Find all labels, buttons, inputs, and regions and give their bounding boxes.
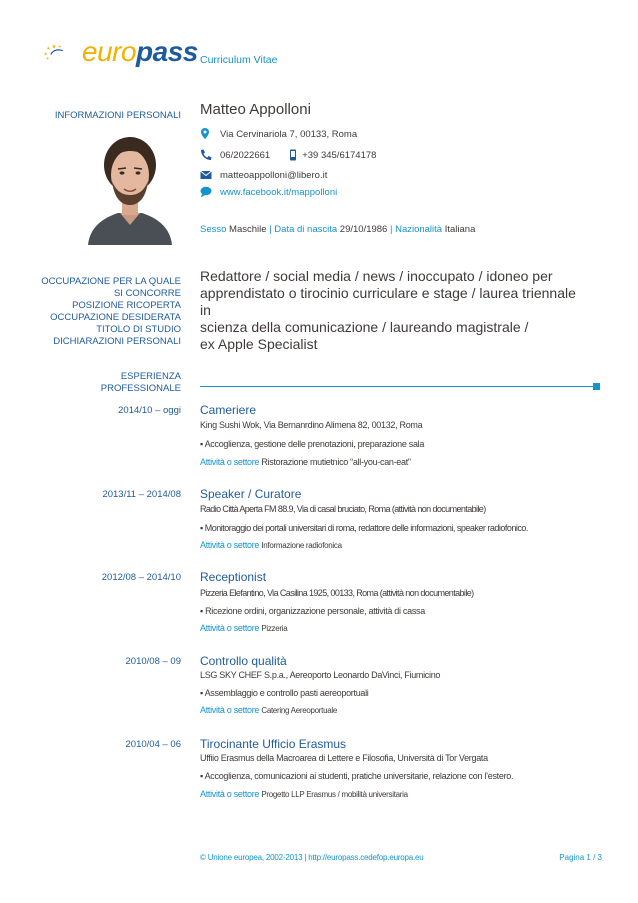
birth-label: Data di nascita <box>274 224 338 235</box>
sector-value: Informazione radiofonica <box>261 541 342 550</box>
job-sector <box>200 705 337 715</box>
objective-label-line: OCCUPAZIONE DESIDERATA <box>50 312 181 323</box>
job-date: 2010/08 – 09 <box>125 656 181 667</box>
sector-label: Attività o settore <box>200 623 260 633</box>
job-employer: Pizzeria Elefantino, Via Casilina 1925, 00133, Roma (attività non documentabile) <box>200 588 474 598</box>
objective-label <box>41 276 181 348</box>
address-text: Via Cervinariola 7, 00133, Roma <box>220 128 358 140</box>
experience-label <box>101 371 181 395</box>
profile-photo <box>84 133 176 245</box>
job-title: Cameriere <box>200 403 257 417</box>
section-marker <box>593 383 600 390</box>
personal-details <box>200 224 475 235</box>
sector-label: Attività o settore <box>200 789 260 799</box>
objective-headline <box>200 268 580 353</box>
birth-value: 29/10/1986 <box>339 224 388 235</box>
separator: | <box>389 224 393 235</box>
address-row <box>200 128 357 140</box>
sector-label: Attività o settore <box>200 457 260 467</box>
phone-icon <box>200 149 214 161</box>
job-employer: Uffiio Erasmus della Macroarea di Lettere e Filosofia, Università di Tor Vergata <box>200 753 488 763</box>
job-task: ▪ Monitoraggio dei portali universitari di roma, redattore delle informazioni, speaker radiofonico. <box>200 523 528 533</box>
section-divider <box>200 386 594 387</box>
headline-line: scienza della comunicazione / laureando magistrale / <box>200 319 529 335</box>
facebook-row <box>200 186 337 198</box>
job-date: 2010/04 – 06 <box>125 739 181 750</box>
location-icon <box>200 128 214 140</box>
email-text[interactable]: matteoappolloni@libero.it <box>220 169 328 181</box>
job-employer: King Sushi Wok, Via Bernanrdino Alimena 82, 00132, Roma <box>200 420 423 430</box>
headline-line: ex Apple Specialist <box>200 336 318 352</box>
mobile-text[interactable]: +39 345/6174178 <box>302 149 377 161</box>
sector-value: Ristorazione mutietnico “all-you-can-eat” <box>261 457 411 467</box>
headline-line: apprendistato o tirocinio curriculare e stage / laurea triennale in <box>200 285 576 318</box>
logo-euro: euro <box>82 36 137 67</box>
job-sector <box>200 623 287 633</box>
headline-line: Redattore / social media / news / inoccupato / idoneo per <box>200 268 553 284</box>
job-sector <box>200 789 408 799</box>
job-employer: Radio Città Aperta FM 88.9, Via di casal bruciato, Roma (attività non documentabile) <box>200 504 486 514</box>
facebook-link[interactable]: www.facebook.it/mappolloni <box>220 186 338 198</box>
job-sector <box>200 540 342 550</box>
job-title: Controllo qualità <box>200 654 287 668</box>
experience-label-line: PROFESSIONALE <box>100 383 181 394</box>
job-title: Tirocinante Ufficio Erasmus <box>200 737 347 751</box>
experience-label-line: ESPERIENZA <box>120 371 181 382</box>
sex-value: Maschile <box>229 224 267 235</box>
phone-text[interactable]: 06/2022661 <box>220 149 271 161</box>
phone-row <box>200 149 376 161</box>
nationality-label: Nazionalità <box>395 224 443 235</box>
objective-label-line: OCCUPAZIONE PER LA QUALE <box>41 276 181 287</box>
sector-value: Pizzeria <box>261 624 288 633</box>
mobile-icon <box>288 149 298 161</box>
job-date: 2012/08 – 2014/10 <box>101 572 181 583</box>
chat-icon <box>200 186 214 198</box>
job-date: 2014/10 – oggi <box>118 405 181 416</box>
objective-label-line: TITOLO DI STUDIO <box>96 324 181 335</box>
sector-label: Attività o settore <box>200 540 260 550</box>
email-row <box>200 169 327 181</box>
separator: | <box>269 224 272 235</box>
footer-copyright[interactable]: © Unione europea, 2002-2013 | http://europass.cedefop.europa.eu <box>200 853 424 862</box>
job-task: ▪ Accoglienza, comunicazioni ai studenti, pratiche universitarie, relazione con l’estero. <box>200 771 514 781</box>
page-number: Pagina 1 / 3 <box>559 853 602 862</box>
job-task: ▪ Assemblaggio e controllo pasti aereoportuali <box>200 688 369 698</box>
sector-label: Attività o settore <box>200 705 260 715</box>
cv-title: Curriculum Vitae <box>200 54 278 66</box>
nationality-value: Italiana <box>444 224 476 235</box>
logo-pass: pass <box>136 36 198 67</box>
job-date: 2013/11 – 2014/08 <box>102 489 181 500</box>
job-task: ▪ Accoglienza, gestione delle prenotazioni, preparazione sala <box>200 439 425 449</box>
job-sector <box>200 457 411 467</box>
objective-label-line: POSIZIONE RICOPERTA <box>72 300 181 311</box>
email-icon <box>200 169 214 181</box>
objective-label-line: DICHIARAZIONI PERSONALI <box>53 336 181 347</box>
sex-label: Sesso <box>200 224 227 235</box>
job-title: Speaker / Curatore <box>200 487 302 501</box>
person-name: Matteo Appolloni <box>200 101 311 118</box>
job-employer: LSG SKY CHEF S.p.a., Aereoporto Leonardo DaVinci, Fiumicino <box>200 670 441 680</box>
job-title: Receptionist <box>200 570 267 584</box>
job-task: ▪ Ricezione ordini, organizzazione personale, attività di cassa <box>200 606 425 616</box>
personal-info-label: INFORMAZIONI PERSONALI <box>54 110 181 121</box>
sector-value: Catering Aereoportuale <box>261 706 338 715</box>
objective-label-line: SI CONCORRE <box>113 288 181 299</box>
sector-value: Progetto LLP Erasmus / mobilità universitaria <box>261 790 408 799</box>
europass-wordmark <box>82 36 198 68</box>
